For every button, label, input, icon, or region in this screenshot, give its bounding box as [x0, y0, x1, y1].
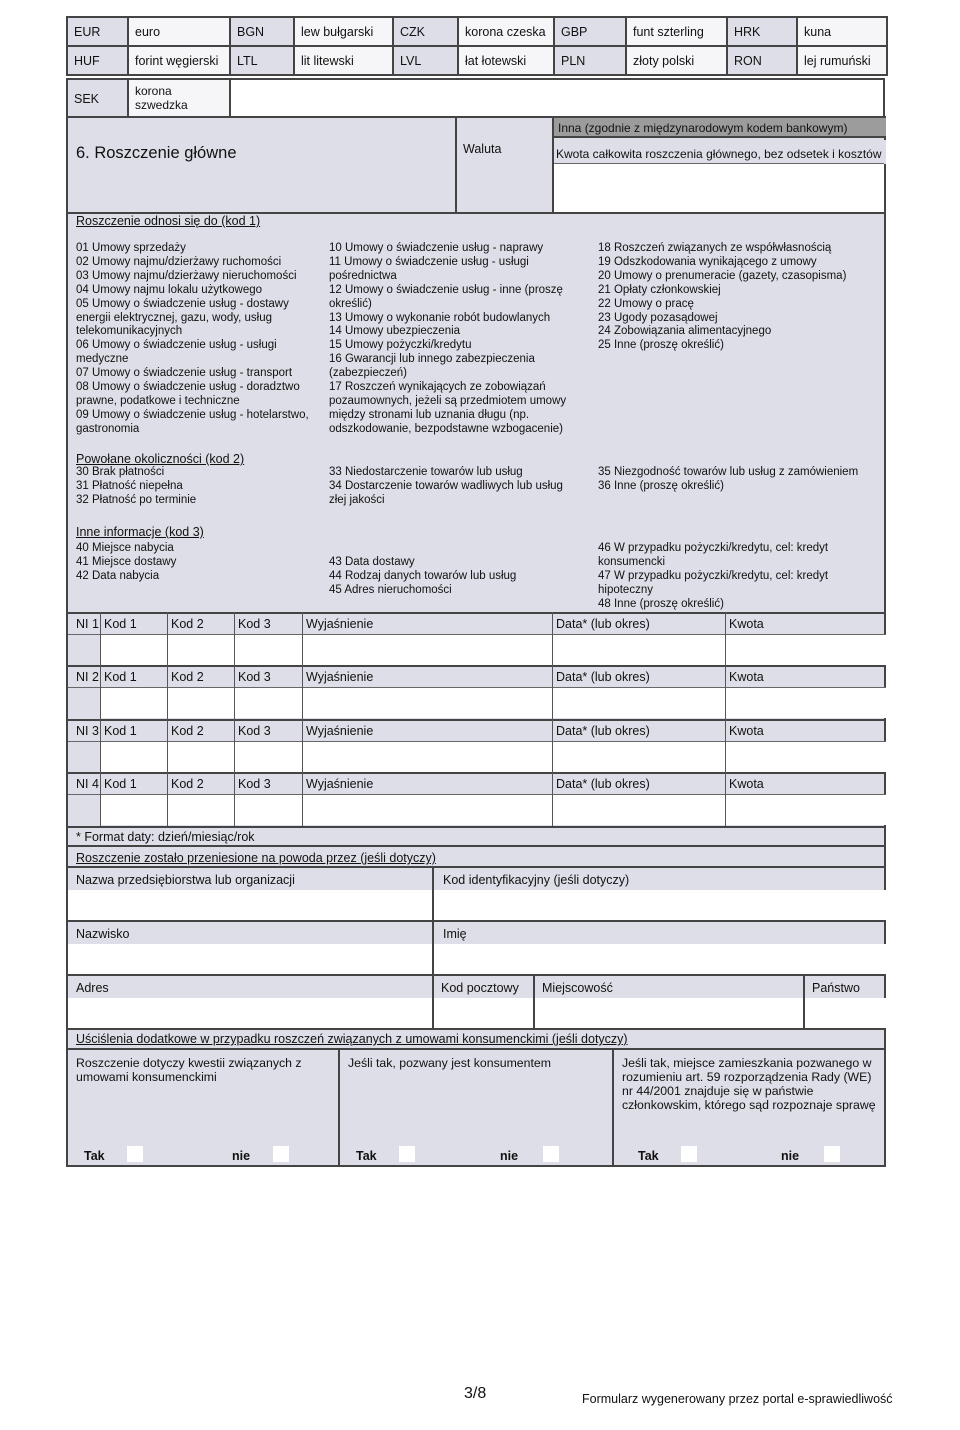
currency-code: HRK: [727, 17, 797, 46]
amount-label: Kwota: [729, 670, 764, 684]
currency-code: EUR: [67, 17, 128, 46]
page-number: 3/8: [464, 1385, 487, 1402]
surname-label: Nazwisko: [76, 927, 130, 941]
kod1-label: Kod 1: [104, 724, 137, 738]
consumer-q1: Roszczenie dotyczy kwestii związanych z umowami konsumenckimi: [76, 1056, 302, 1084]
surname-field[interactable]: [68, 944, 432, 975]
first-name-field[interactable]: [434, 944, 886, 975]
city-label: Miejscowość: [542, 981, 613, 995]
postal-code-field[interactable]: [434, 998, 533, 1029]
explanation-field[interactable]: [303, 635, 552, 665]
explanation-label: Wyjaśnienie: [306, 777, 374, 791]
consumer-q2: Jeśli tak, pozwany jest konsumentem: [348, 1056, 551, 1070]
currency-name: lit litewski: [294, 46, 393, 75]
divider: [68, 920, 886, 922]
currency-code: RON: [727, 46, 797, 75]
q3-no-label: nie: [781, 1149, 800, 1163]
date-field[interactable]: [553, 688, 725, 718]
postal-code-label: Kod pocztowy: [441, 981, 519, 995]
codes3-col2: 43 Data dostawy 44 Rodzaj danych towarów lub usług 45 Adres nieruchomości: [329, 556, 517, 596]
date-field[interactable]: [553, 795, 725, 825]
kod2-label: Kod 2: [171, 724, 204, 738]
currency-name: forint węgierski: [128, 46, 230, 75]
explanation-label: Wyjaśnienie: [306, 617, 374, 631]
currency-code: SEK: [74, 92, 100, 106]
q3-yes-checkbox[interactable]: [681, 1146, 697, 1162]
currency-code: GBP: [554, 17, 626, 46]
currency-empty-cell: [229, 78, 885, 118]
codes3-col1: 40 Miejsce nabycia 41 Miejsce dostawy 42 Data nabycia: [76, 542, 177, 582]
city-field[interactable]: [535, 998, 803, 1029]
codes1-col3: 18 Roszczeń związanych ze współwłasnością 19 Odszkodowania wynikającego z umowy 20 Umowy o prenumeracie (gazety, czasopisma) 21 Opłaty członkowskiej 22 Umowy o pracę 23 Ugody pozasądowej 24 Zobowiązania alimentacyjnego 25 Inne (proszę określić): [598, 242, 847, 352]
currency-name: lew bułgarski: [294, 17, 393, 46]
divider: [68, 1028, 886, 1030]
q2-yes-checkbox[interactable]: [399, 1146, 415, 1162]
date-label: Data* (lub okres): [556, 724, 650, 738]
row-id: NI 1: [76, 617, 99, 631]
kod3-label: Kod 3: [238, 777, 271, 791]
codes1-col1: 01 Umowy sprzedaży 02 Umowy najmu/dzierżawy ruchomości 03 Umowy najmu/dzierżawy nieruchomości 04 Umowy najmu lokalu użytkowego 05 Umowy o świadczenie usług - dostawy energii elektrycznej, gazu, wody, usług telekomunikacyjnych 06 Umowy o świadczenie usług - usługi medyczne 07 Umowy o świadczenie usług - transport 08 Umowy o świadczenie usług - doradztwo prawne, podatkowe i techniczne 09 Umowy o świadczenie usług - hotelarstwo, gastronomia: [76, 242, 309, 435]
row-id: NI 2: [76, 670, 99, 684]
amount-field[interactable]: [726, 742, 886, 772]
kod2-field[interactable]: [168, 742, 234, 772]
codes2-header: Powołane okoliczności (kod 2): [76, 452, 245, 466]
amount-field[interactable]: [726, 795, 886, 825]
currency-name-cell: [127, 78, 231, 118]
codes3-header: Inne informacje (kod 3): [76, 525, 204, 539]
kod3-field[interactable]: [235, 688, 302, 718]
address-field[interactable]: [68, 998, 432, 1029]
currency-code: LVL: [393, 46, 458, 75]
kod1-field[interactable]: [101, 635, 167, 665]
row-id: NI 4: [76, 777, 99, 791]
codes1-col2: 10 Umowy o świadczenie usług - naprawy 11 Umowy o świadczenie usług - usługi pośrednictwa 12 Umowy o świadczenie usług - inne (proszę określić) 13 Umowy o wykonanie robót budowlanych 14 Umowy ubezpieczenia 15 Umowy pożyczki/kredytu 16 Gwarancji lub innego zabezpieczenia (zabezpieczeń) 17 Roszczeń wynikających ze zobowiązań pozaumownych, jeżeli są przedmiotem umowy między stronami lub uznania długu (np. odszkodowanie, bezpodstawne wzbogacenie): [329, 242, 567, 435]
kod1-field[interactable]: [101, 795, 167, 825]
q3-no-checkbox[interactable]: [824, 1146, 840, 1162]
amount-label: Kwota: [729, 617, 764, 631]
explanation-label: Wyjaśnienie: [306, 670, 374, 684]
codes3-col3: 46 W przypadku pożyczki/kredytu, cel: kredyt konsumencki 47 W przypadku pożyczki/kredytu, cel: kredyt hipoteczny 48 Inne (proszę określić): [598, 542, 829, 610]
q1-yes-checkbox[interactable]: [127, 1146, 143, 1162]
page-title: 6. Roszczenie główne: [76, 144, 237, 162]
kod1-field[interactable]: [101, 688, 167, 718]
currency-table: [66, 16, 888, 76]
kod3-field[interactable]: [235, 795, 302, 825]
currency-name: euro: [128, 17, 230, 46]
divider: [68, 1048, 886, 1050]
first-name-label: Imię: [443, 927, 467, 941]
divider: [68, 845, 886, 847]
kod2-field[interactable]: [168, 688, 234, 718]
q1-no-checkbox[interactable]: [273, 1146, 289, 1162]
divider: [68, 826, 886, 828]
amount-field[interactable]: [726, 688, 886, 718]
divider: [338, 1048, 340, 1166]
amount-label: Kwota: [729, 777, 764, 791]
codes2-col3: 35 Niezgodność towarów lub usług z zamówieniem 36 Inne (proszę określić): [598, 466, 859, 492]
currency-name: funt szterling: [626, 17, 727, 46]
date-label: Data* (lub okres): [556, 670, 650, 684]
address-label: Adres: [76, 981, 109, 995]
currency-code: BGN: [230, 17, 294, 46]
kod3-label: Kod 3: [238, 617, 271, 631]
currency-code-cell: [66, 78, 129, 118]
codes2-col2: 33 Niedostarczenie towarów lub usług 34 Dostarczenie towarów wadliwych lub usług złej jakości: [329, 466, 563, 506]
consumer-header: Uściślenia dodatkowe w przypadku roszczeń związanych z umowami konsumenckimi (jeśli dotyczy): [76, 1032, 628, 1046]
other-currency-label: Inna (zgodnie z międzynarodowym kodem bankowym): [558, 121, 848, 135]
explanation-label: Wyjaśnienie: [306, 724, 374, 738]
explanation-field[interactable]: [303, 795, 552, 825]
currency-name: korona czeska: [458, 17, 554, 46]
divider: [68, 665, 886, 667]
kod3-field[interactable]: [235, 742, 302, 772]
kod2-label: Kod 2: [171, 670, 204, 684]
currency-row: [67, 17, 887, 46]
explanation-field[interactable]: [303, 742, 552, 772]
currency-label: Waluta: [463, 142, 502, 156]
kod2-label: Kod 2: [171, 617, 204, 631]
other-currency-field[interactable]: [554, 118, 886, 138]
date-field[interactable]: [553, 635, 725, 665]
org-label: Nazwa przedsiębiorstwa lub organizacji: [76, 873, 295, 887]
country-label: Państwo: [812, 981, 860, 995]
date-label: Data* (lub okres): [556, 617, 650, 631]
kod1-label: Kod 1: [104, 777, 137, 791]
currency-code: CZK: [393, 17, 458, 46]
kod3-label: Kod 3: [238, 724, 271, 738]
total-label-area: [554, 140, 886, 164]
date-format-note: * Format daty: dzień/miesiąc/rok: [76, 830, 255, 844]
codes2-col1: 30 Brak płatności 31 Płatność niepełna 32 Płatność po terminie: [76, 466, 197, 506]
id-label: Kod identyfikacyjny (jeśli dotyczy): [443, 873, 630, 887]
divider: [68, 974, 886, 976]
org-name-field[interactable]: [68, 890, 432, 921]
currency-code: HUF: [67, 46, 128, 75]
kod3-label: Kod 3: [238, 670, 271, 684]
codes1-header: Roszczenie odnosi się do (kod 1): [76, 214, 261, 228]
divider: [68, 772, 886, 774]
currency-code: LTL: [230, 46, 294, 75]
consumer-q3: Jeśli tak, miejsce zamieszkania pozwanego w rozumieniu art. 59 rozporządzenia Rady (WE) nr 44/2001 znajduje się w państwie członkowskim, którego sąd rozpoznaje sprawę: [622, 1056, 876, 1112]
currency-name: łat łotewski: [458, 46, 554, 75]
kod1-field[interactable]: [101, 742, 167, 772]
amount-label: Kwota: [729, 724, 764, 738]
q1-no-label: nie: [232, 1149, 251, 1163]
explanation-field[interactable]: [303, 688, 552, 718]
date-field[interactable]: [553, 742, 725, 772]
kod3-field[interactable]: [235, 635, 302, 665]
q1-yes-label: Tak: [84, 1149, 105, 1163]
claim-title-area: [68, 118, 456, 214]
total-amount-field[interactable]: [554, 163, 884, 213]
country-field[interactable]: [805, 998, 886, 1029]
q3-yes-label: Tak: [638, 1149, 659, 1163]
currency-name: kuna: [797, 17, 887, 46]
kod2-label: Kod 2: [171, 777, 204, 791]
currency-name: korona szwedzka: [135, 84, 188, 112]
divider: [68, 612, 886, 614]
row-id: NI 3: [76, 724, 99, 738]
q2-no-checkbox[interactable]: [543, 1146, 559, 1162]
divider: [68, 719, 886, 721]
total-label: Kwota całkowita roszczenia głównego, bez odsetek i kosztów: [556, 147, 882, 161]
currency-name: lej rumuński: [797, 46, 887, 75]
currency-row: [67, 46, 887, 75]
kod1-label: Kod 1: [104, 670, 137, 684]
divider: [612, 1048, 614, 1166]
currency-code: PLN: [554, 46, 626, 75]
q2-yes-label: Tak: [356, 1149, 377, 1163]
id-code-field[interactable]: [434, 890, 886, 921]
q2-no-label: nie: [500, 1149, 519, 1163]
kod1-label: Kod 1: [104, 617, 137, 631]
divider: [68, 866, 886, 868]
kod2-field[interactable]: [168, 635, 234, 665]
currency-name: złoty polski: [626, 46, 727, 75]
currency-label-area: [457, 118, 552, 214]
generated-note: Formularz wygenerowany przez portal e-sprawiedliwość: [582, 1392, 893, 1406]
kod2-field[interactable]: [168, 795, 234, 825]
date-label: Data* (lub okres): [556, 777, 650, 791]
amount-field[interactable]: [726, 635, 886, 665]
transfer-header: Roszczenie zostało przeniesione na powoda przez (jeśli dotyczy): [76, 851, 436, 865]
